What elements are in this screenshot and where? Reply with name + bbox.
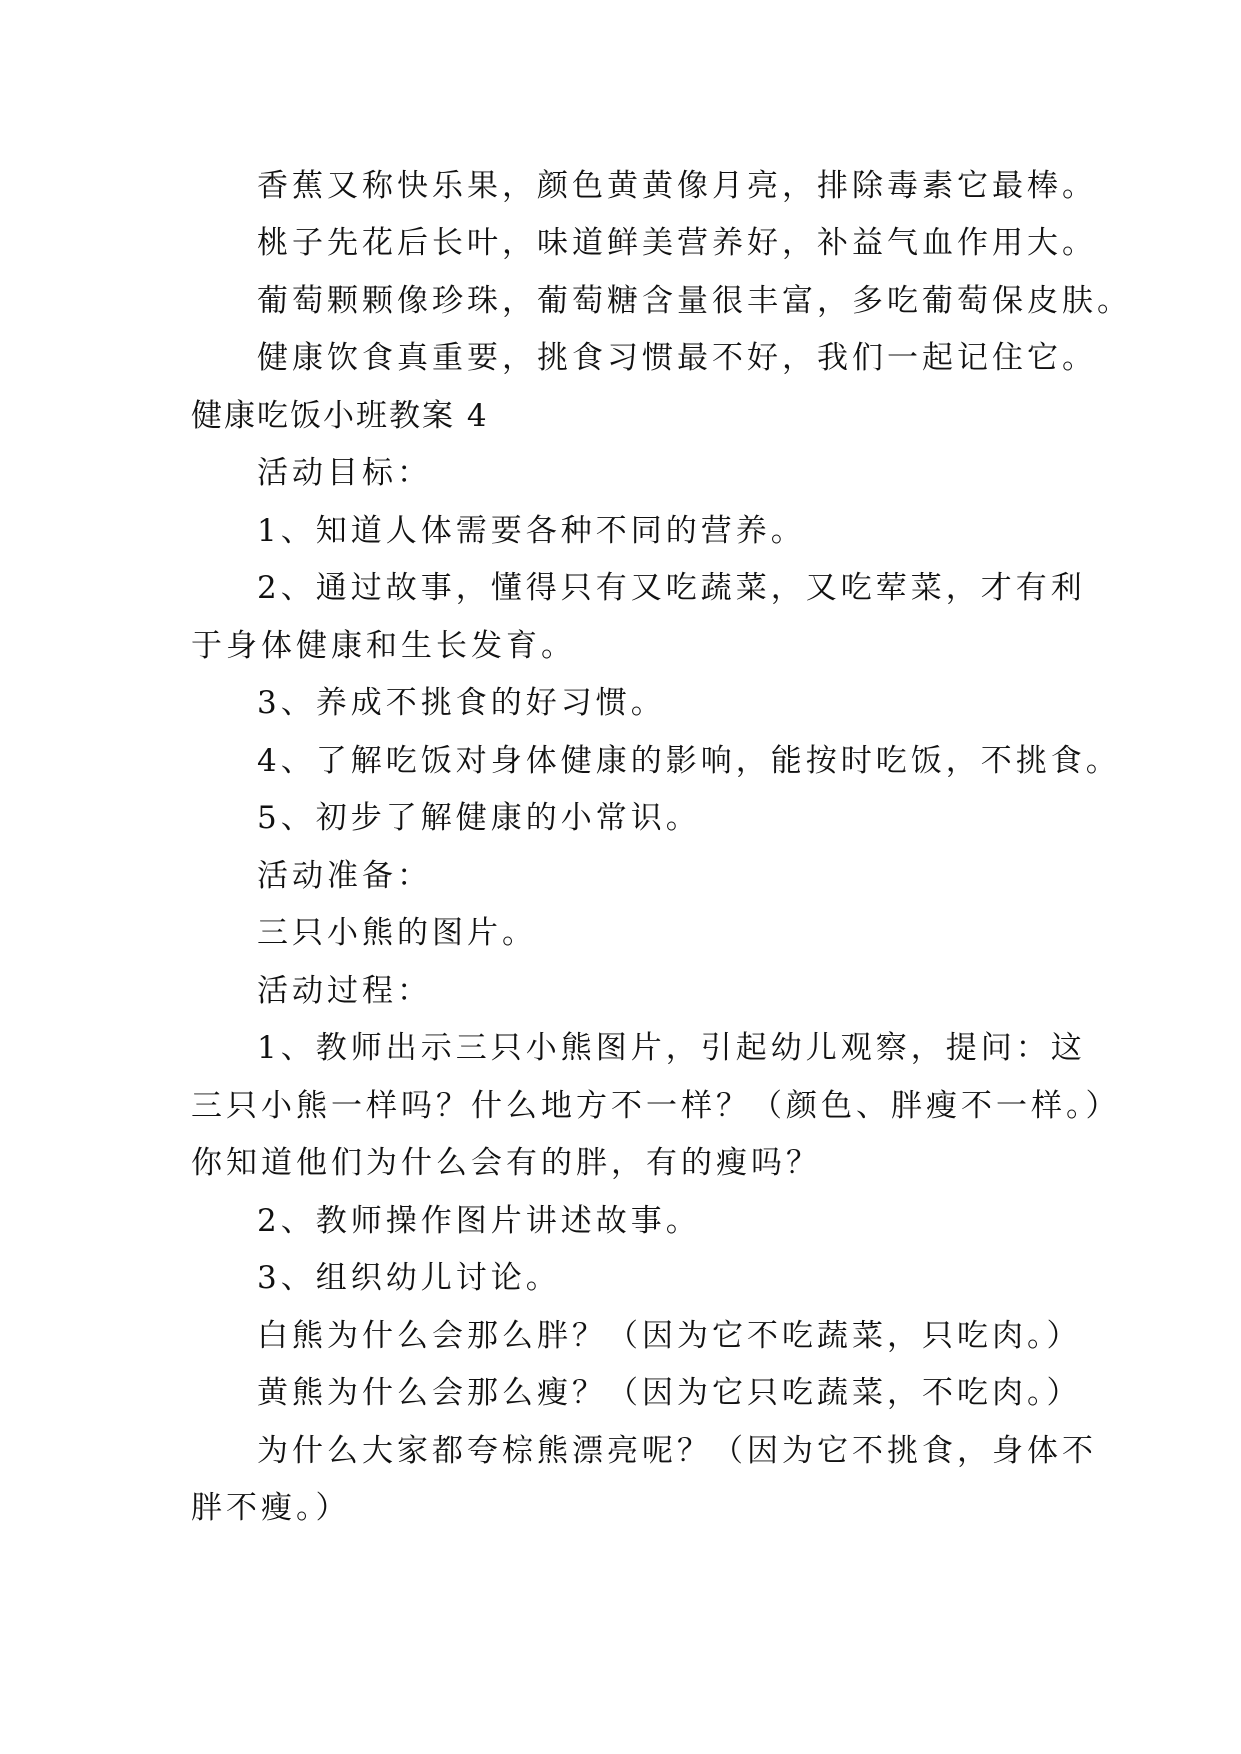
- poem-line-grape: 葡萄颗颗像珍珠，葡萄糖含量很丰富，多吃葡萄保皮肤。: [257, 283, 1132, 319]
- poem-line-banana: 香蕉又称快乐果，颜色黄黄像月亮，排除毒素它最棒。: [257, 168, 1097, 204]
- process-step-1: 1、教师出示三只小熊图片，引起幼儿观察，提问：这: [257, 1030, 1086, 1066]
- discussion-white-bear: 白熊为什么会那么胖？（因为它不吃蔬菜，只吃肉。）: [257, 1318, 1082, 1354]
- goal-item-5: 5、初步了解健康的小常识。: [257, 800, 701, 836]
- goal-item-2-continued: 于身体健康和生长发育。: [191, 628, 576, 664]
- discussion-brown-bear: 为什么大家都夸棕熊漂亮呢？（因为它不挑食，身体不: [257, 1433, 1097, 1469]
- process-step-1-continued: 三只小熊一样吗？什么地方不一样？（颜色、胖瘦不一样。）: [191, 1088, 1121, 1124]
- goal-item-4: 4、了解吃饭对身体健康的影响，能按时吃饭，不挑食。: [257, 743, 1121, 779]
- process-heading: 活动过程：: [257, 973, 432, 1009]
- section-title: 健康吃饭小班教案 4: [191, 398, 489, 434]
- process-step-2: 2、教师操作图片讲述故事。: [257, 1203, 701, 1239]
- goals-heading: 活动目标：: [257, 455, 432, 491]
- goal-item-3: 3、养成不挑食的好习惯。: [257, 685, 666, 721]
- poem-line-peach: 桃子先花后长叶，味道鲜美营养好，补益气血作用大。: [257, 225, 1097, 261]
- poem-line-healthy-eating: 健康饮食真重要，挑食习惯最不好，我们一起记住它。: [257, 340, 1097, 376]
- process-step-1-question: 你知道他们为什么会有的胖，有的瘦吗？: [191, 1145, 821, 1181]
- process-step-3: 3、组织幼儿讨论。: [257, 1260, 561, 1296]
- goal-item-2: 2、通过故事，懂得只有又吃蔬菜，又吃荤菜，才有利: [257, 570, 1086, 606]
- discussion-brown-bear-continued: 胖不瘦。）: [191, 1490, 351, 1526]
- goal-item-1: 1、知道人体需要各种不同的营养。: [257, 513, 806, 549]
- preparation-heading: 活动准备：: [257, 858, 432, 894]
- preparation-item: 三只小熊的图片。: [257, 915, 537, 951]
- discussion-yellow-bear: 黄熊为什么会那么瘦？（因为它只吃蔬菜，不吃肉。）: [257, 1375, 1082, 1411]
